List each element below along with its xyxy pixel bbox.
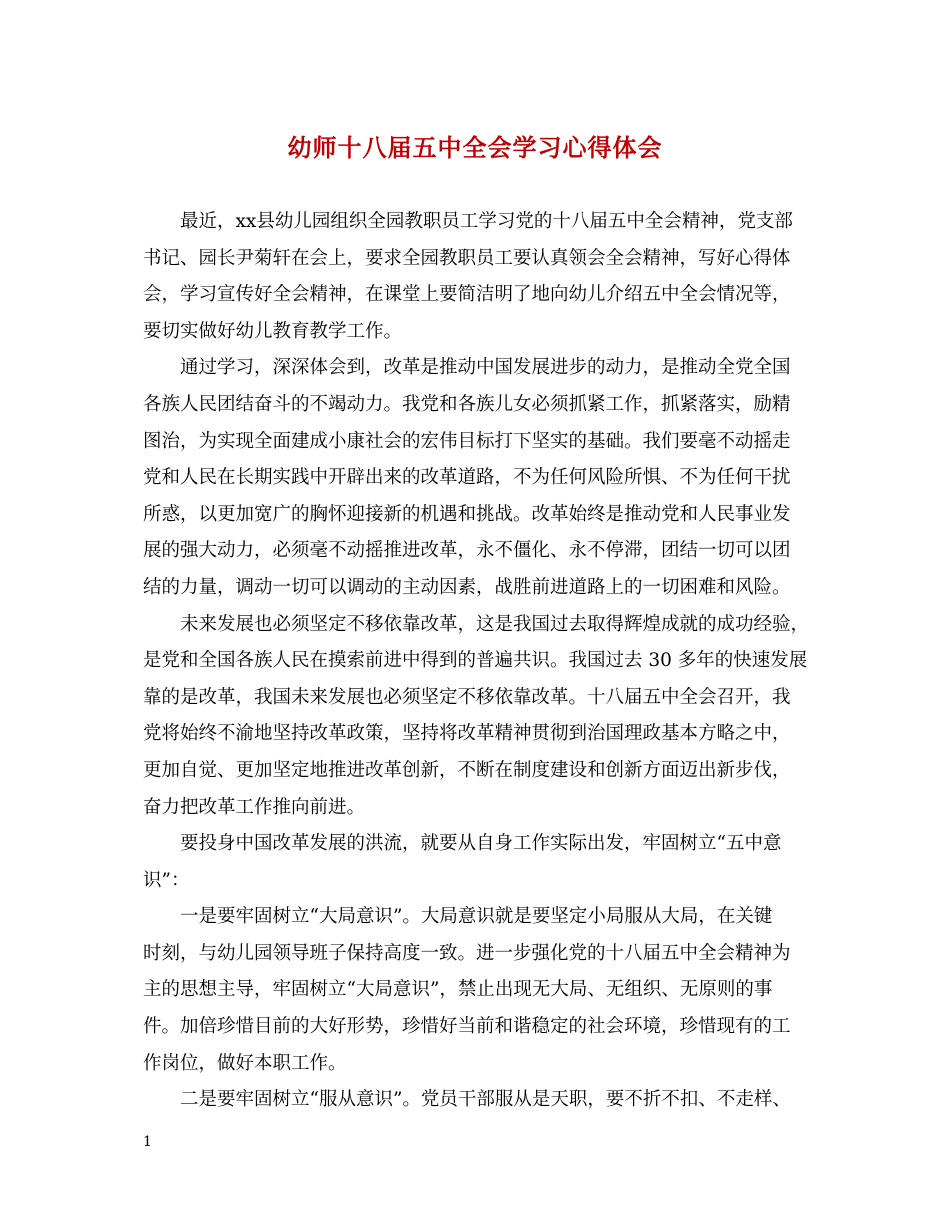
text-line: 二是要牢固树立“服从意识”。党员干部服从是天职，要不折不扣、不走样、: [180, 1089, 791, 1111]
text-line: 书记、园长尹菊轩在会上，要求全园教职员工要认真领会全会精神，写好心得体: [143, 247, 791, 269]
text-line: 所惑，以更加宽广的胸怀迎接新的机遇和挑战。改革始终是推动党和人民事业发: [143, 503, 791, 525]
text-line: 要切实做好幼儿教育教学工作。: [143, 320, 403, 342]
text-line: 更加自觉、更加坚定地推进改革创新，不断在制度建设和创新方面迈出新步伐，: [143, 759, 791, 781]
text-line: 展的强大动力，必须毫不动摇推进改革，永不僵化、永不停滞，团结一切可以团: [143, 540, 791, 562]
text-line: 是党和全国各族人民在摸索前进中得到的普遍共识。我国过去 30 多年的快速发展: [143, 650, 808, 672]
text-line: 靠的是改革，我国未来发展也必须坚定不移依靠改革。十八届五中全会召开，我: [143, 686, 791, 708]
text-line: 时刻，与幼儿园领导班子保持高度一致。进一步强化党的十八届五中全会精神为: [143, 942, 791, 964]
text-line: 识”：: [143, 869, 190, 891]
text-line: 主的思想主导，牢固树立“大局意识”，禁止出现无大局、无组织、无原则的事: [143, 979, 773, 1001]
text-line: 最近，xx县幼儿园组织全园教职员工学习党的十八届五中全会精神，党支部: [180, 211, 793, 232]
text-line: 党和人民在长期实践中开辟出来的改革道路，不为任何风险所惧、不为任何干扰: [143, 467, 791, 489]
text-line: 通过学习，深深体会到，改革是推动中国发展进步的动力，是推动全党全国: [180, 357, 791, 379]
text-line: 奋力把改革工作推向前进。: [143, 796, 366, 818]
text-line: 件。加倍珍惜目前的大好形势，珍惜好当前和谐稳定的社会环境，珍惜现有的工: [143, 1016, 791, 1038]
page-number: 1: [143, 1134, 152, 1150]
text-line: 结的力量，调动一切可以调动的主动因素，战胜前进道路上的一切困难和风险。: [143, 576, 791, 598]
text-line: 党将始终不渝地坚持改革政策，坚持将改革精神贯彻到治国理政基本方略之中，: [143, 723, 791, 745]
text-line: 各族人民团结奋斗的不竭动力。我党和各族儿女必须抓紧工作，抓紧落实，励精: [143, 393, 791, 415]
text-line: 作岗位，做好本职工作。: [143, 1052, 347, 1074]
text-line: 图治，为实现全面建成小康社会的宏伟目标打下坚实的基础。我们要毫不动摇走: [143, 430, 791, 452]
document-body: [143, 204, 823, 1119]
text-line: 一是要牢固树立“大局意识”。大局意识就是要坚定小局服从大局，在关键: [180, 906, 773, 928]
document-title: 幼师十八届五中全会学习心得体会: [287, 133, 663, 162]
text-line: 未来发展也必须坚定不移依靠改革，这是我国过去取得辉煌成就的成功经验，: [180, 613, 810, 635]
text-line: 会，学习宣传好全会精神，在课堂上要简洁明了地向幼儿介绍五中全会情况等，: [143, 284, 791, 306]
text-line: 要投身中国改革发展的洪流，就要从自身工作实际出发，牢固树立“五中意: [180, 833, 782, 855]
